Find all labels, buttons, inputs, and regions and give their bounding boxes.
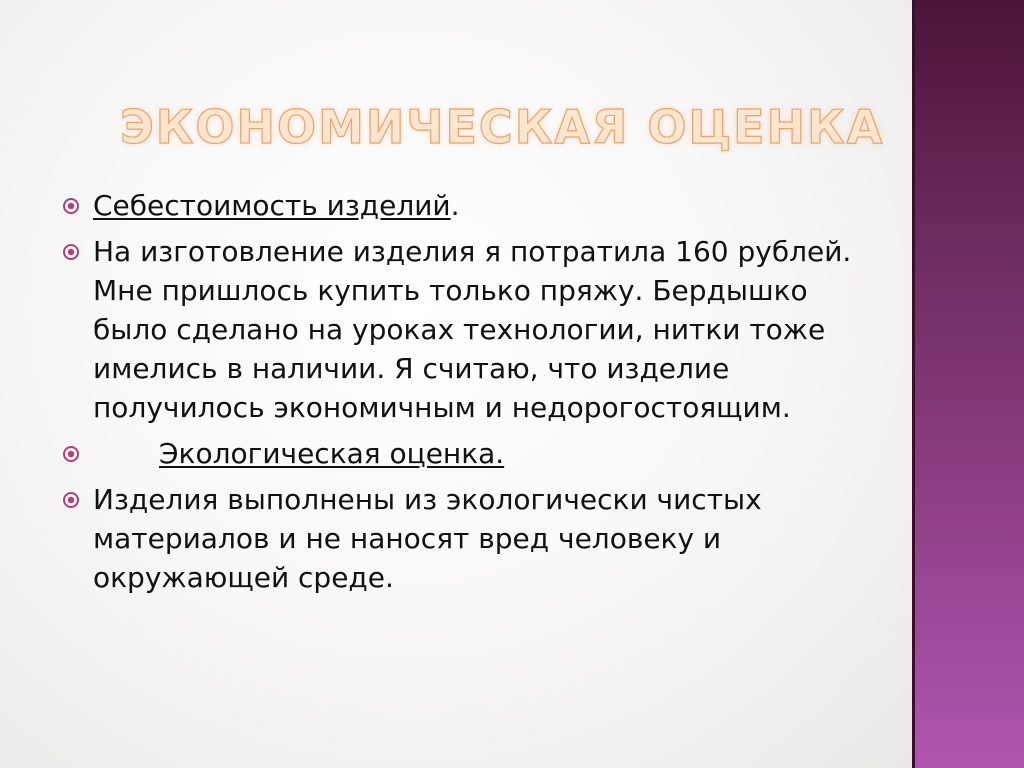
- side-decorative-bar: [912, 0, 1024, 768]
- circled-dot-icon: [62, 197, 80, 215]
- cost-heading: Себестоимость изделий: [93, 189, 451, 222]
- cost-details-text: На изготовление изделия я потратила 160 рублей. Мне пришлось купить только пряжу. Бердышко было сделано на уроках технологии, нитки тоже имелись в наличии. Я считаю, что изделие получилось экономичным и недорогостоящим.: [93, 235, 852, 424]
- slide-title: ЭКОНОМИЧЕСКАЯ ОЦЕНКА: [120, 100, 885, 154]
- ecology-details-text: Изделия выполнены из экологически чистых материалов и не наносят вред человеку и окружающей среде.: [93, 483, 762, 594]
- list-item-cost-details: [62, 232, 862, 427]
- list-item-cost: [62, 186, 862, 225]
- bullet-list: [62, 186, 862, 604]
- cost-heading-period: .: [450, 189, 460, 222]
- list-item-ecology-details: [62, 480, 862, 597]
- ecology-heading: Экологическая оценка.: [159, 437, 505, 470]
- circled-dot-icon: [62, 445, 80, 463]
- list-item-ecology: [62, 434, 862, 473]
- circled-dot-icon: [62, 243, 80, 261]
- circled-dot-icon: [62, 491, 80, 509]
